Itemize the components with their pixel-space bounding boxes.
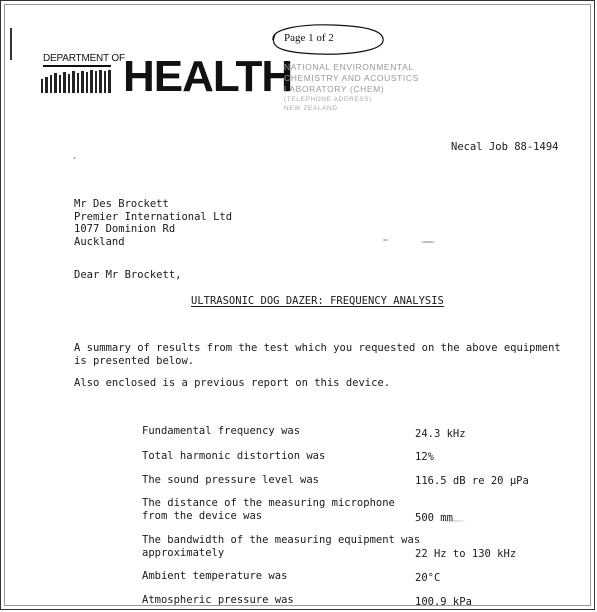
- result-value: 20°C: [415, 572, 441, 584]
- job-reference: Necal Job 88-1494: [451, 141, 559, 153]
- margin-mark: [10, 28, 12, 60]
- result-value: 500 mm: [415, 512, 453, 524]
- enclosure-paragraph: Also enclosed is a previous report on this device.: [74, 377, 391, 389]
- result-label: Fundamental frequency was: [142, 425, 301, 437]
- scan-speck: [421, 241, 435, 243]
- recipient-address: [74, 198, 232, 248]
- scan-speck: [73, 157, 76, 159]
- recipient-street: 1077 Dominion Rd: [74, 223, 176, 235]
- result-value: 12%: [415, 451, 434, 463]
- result-label: The bandwidth of the measuring equipment was approximately: [142, 534, 421, 559]
- recipient-name: Mr Des Brockett: [74, 198, 169, 210]
- result-label: The sound pressure level was: [142, 474, 320, 486]
- result-label: Total harmonic distortion was: [142, 450, 326, 462]
- result-label: Ambient temperature was: [142, 570, 288, 582]
- scan-speck: [383, 239, 388, 241]
- subject-heading: ULTRASONIC DOG DAZER: FREQUENCY ANALYSIS: [191, 295, 444, 307]
- department-rule: [43, 65, 111, 67]
- result-value: 116.5 dB re 20 μPa: [415, 475, 529, 487]
- laboratory-name: NATIONAL ENVIRONMENTAL CHEMISTRY AND ACOUSTICS LABORATORY (CHEM) (TELEPHONE ADDRESS) NEW ZEALAND: [284, 62, 419, 112]
- recipient-company: Premier International Ltd: [74, 210, 233, 223]
- salutation: Dear Mr Brockett,: [74, 269, 182, 281]
- result-value: 24.3 kHz: [415, 428, 466, 440]
- result-value: 22 Hz to 130 kHz: [415, 548, 517, 560]
- department-of-label: DEPARTMENT OF: [43, 53, 125, 64]
- health-logo-text: HEALTH: [123, 52, 293, 101]
- result-value: 100.9 kPa: [415, 596, 472, 608]
- result-label: The distance of the measuring microphone from the device was: [142, 497, 395, 522]
- recipient-city: Auckland: [74, 235, 125, 248]
- result-label: Atmospheric pressure was: [142, 594, 294, 606]
- page-indicator: Page 1 of 2: [284, 32, 334, 44]
- department-logo-stripes: [39, 69, 115, 95]
- summary-paragraph: A summary of results from the test which you requested on the above equipment is presented below.: [74, 342, 561, 367]
